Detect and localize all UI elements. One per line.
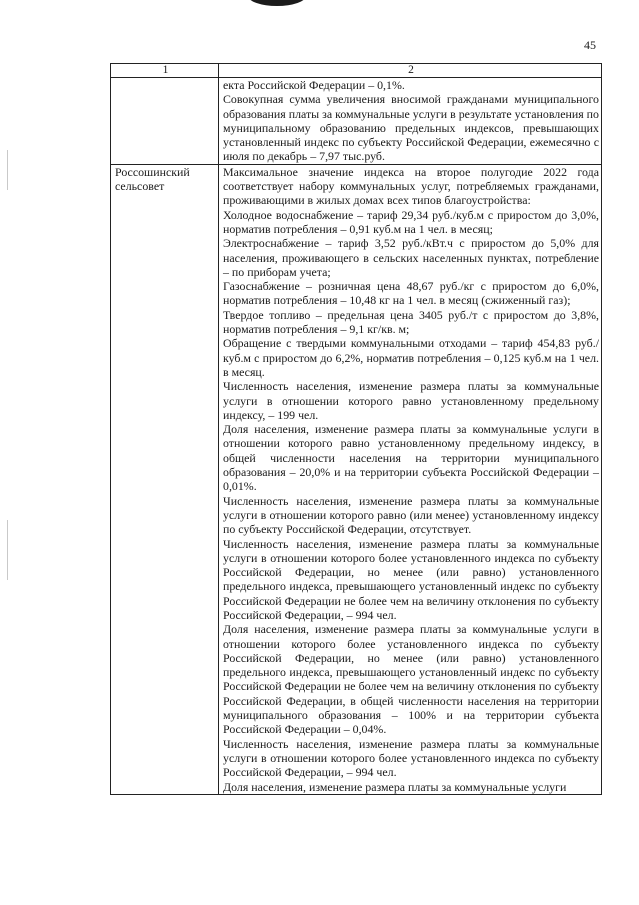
empty-region-cell bbox=[111, 78, 219, 165]
page-number: 45 bbox=[584, 38, 596, 52]
scan-edge-mark bbox=[7, 150, 8, 190]
column-1-header: 1 bbox=[111, 64, 219, 78]
region-paragraph: Газоснабжение – розничная цена 48,67 руб./кг с приростом до 6,0%, норматив потребления – 10,48 кг на 1 чел. в месяц (сжиженный газ); bbox=[223, 279, 599, 308]
region-paragraph: Численность населения, изменение размера платы за коммунальные услуги в отношении которого более установленного индекса по субъекту Российской Федерации, но менее (или равно) установленного предельного индекса, превышающего установленный индекс по субъекту Российской Федерации не более чем на величину отклонения по субъекту Российской Федерации, – 994 чел. bbox=[223, 536, 599, 622]
scan-edge-mark bbox=[7, 520, 8, 580]
region-paragraph: Доля населения, изменение размера платы за коммунальные услуги bbox=[223, 779, 567, 794]
continuation-cell bbox=[219, 78, 602, 165]
region-paragraph: Доля населения, изменение размера платы за коммунальные услуги в отношении которого более установленного индекса по субъекту Российской Федерации, но менее (или равно) установленного предельного индекса, превышающего установленный индекс по субъекту Российской Федерации не более чем на величину отклонения по субъекту Российской Федерации, в общей численности населения на территории муниципального образования – 100% и на территории субъекта Российской Федерации – 0,04%. bbox=[223, 622, 599, 737]
region-paragraph: Твердое топливо – предельная цена 3405 руб./т с приростом до 3,8%, норматив потребления – 9,1 кг/кв. м; bbox=[223, 307, 599, 337]
region-paragraph: Численность населения, изменение размера платы за коммунальные услуги в отношении которого равно (или менее) установленному индексу по субъекту Российской Федерации, отсутствует. bbox=[223, 493, 599, 537]
region-paragraph: Численность населения, изменение размера платы за коммунальные услуги в отношении которого равно установленному предельному индексу, – 199 чел. bbox=[223, 379, 599, 422]
scan-artifact bbox=[248, 0, 306, 6]
region-details-cell bbox=[219, 164, 602, 794]
region-paragraph: Электроснабжение – тариф 3,52 руб./кВт.ч с приростом до 5,0% для населения, проживающего в сельских населенных пунктах, потребление – по приборам учета; bbox=[223, 236, 599, 279]
region-paragraph: Обращение с твердыми коммунальными отходами – тариф 454,83 руб./куб.м с приростом до 6,2%, норматив потребления – 0,125 куб.м на 1 чел. в месяц. bbox=[223, 336, 599, 379]
table-header-row bbox=[111, 64, 602, 78]
continuation-paragraph: Совокупная сумма увеличения вносимой гражданами муниципального образования платы за коммунальные услуги в результате установления по муниципальному образованию предельных индексов, превышающих установленный индекс по субъекту Российской Федерации, ежемесячно с июля по декабрь – 7,97 тыс.руб. bbox=[223, 92, 599, 164]
table-row bbox=[111, 164, 602, 794]
region-paragraph: Холодное водоснабжение – тариф 29,34 руб./куб.м с приростом до 3,0%, норматив потребления – 0,91 куб.м на 1 чел. в месяц; bbox=[223, 207, 599, 236]
continuation-paragraph: екта Российской Федерации – 0,1%. bbox=[223, 78, 405, 92]
document-table bbox=[110, 63, 602, 795]
table-row bbox=[111, 78, 602, 165]
region-paragraph: Доля населения, изменение размера платы за коммунальные услуги в отношении которого равно установленному предельному индексу, в общей численности населения на территории муниципального образования – 20,0% и на территории субъекта Российской Федерации – 0,01%. bbox=[223, 422, 599, 494]
region-paragraph: Численность населения, изменение размера платы за коммунальные услуги в отношении которого более установленного индекса по субъекту Российской Федерации, – 994 чел. bbox=[223, 736, 599, 780]
column-2-header: 2 bbox=[219, 64, 602, 78]
region-name-cell: Россошинский сельсовет bbox=[111, 164, 219, 794]
region-paragraph: Максимальное значение индекса на второе полугодие 2022 года соответствует набору коммунальных услуг, потребляемых гражданами, проживающими в жилых домах всех типов благоустройства: bbox=[223, 164, 599, 208]
